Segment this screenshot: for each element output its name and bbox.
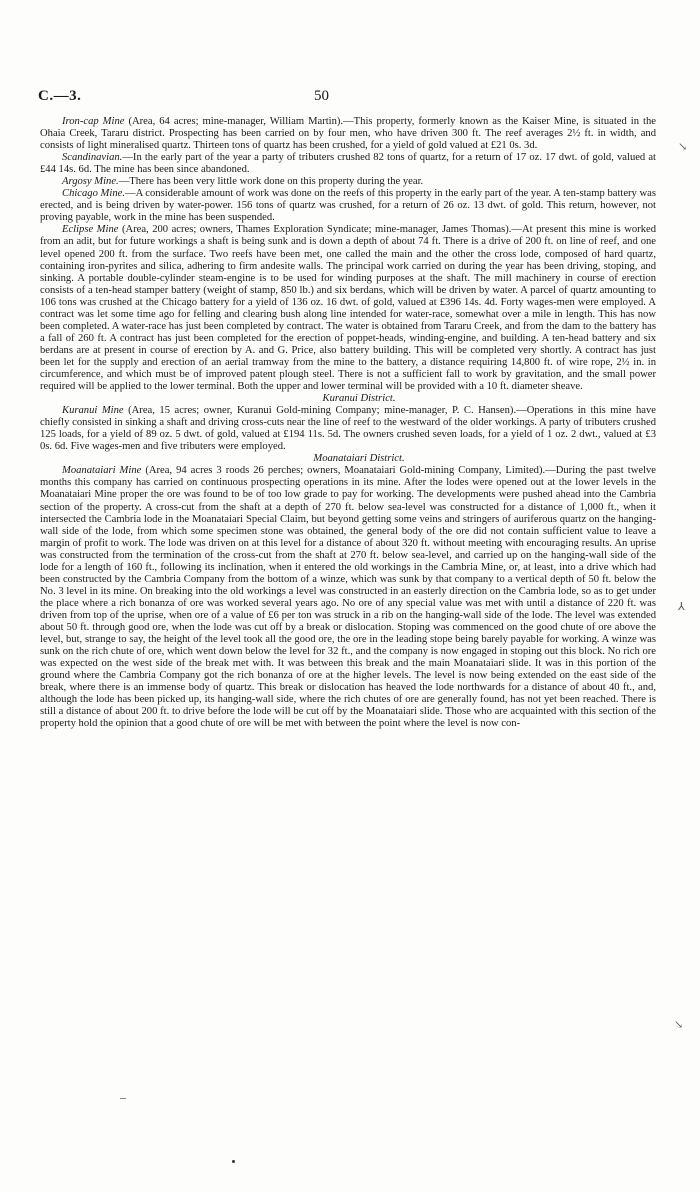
paragraph-scandinavian [40,152,656,176]
margin-mark: ↘ [678,141,688,153]
mine-title: Argosy Mine. [62,176,119,188]
paragraph-kuranui-mine [40,405,656,453]
paragraph-moanataiari-mine [40,465,656,730]
page-number: 50 [314,88,329,104]
paragraph-text: (Area, 94 acres 3 roods 26 perches; owners, Moanataiari Gold-mining Company, Limited).—During the past twelve months this company has carried on continuous prospecting operations in its mine. After the lodes were opened out at the lower levels in the Moanataiari Mine proper the ore was found to be of too low grade to pay for working. The developments were pushed ahead into the Cambria section of the property. A cross-cut from the shaft at a depth of 270 ft. below sea-level was constructed for a distance of 1,000 ft., when it intersected the Cambria lode in the Moanataiari Special Claim, but beyond getting some veins and stringers of auriferous quartz on the hanging-wall side of the lode, from which some specimen stone was obtained, the general body of the ore did not contain sufficient value to leave a margin of profit to work. The lode was driven on at this level for a distance of about 320 ft. without meeting with encouraging results. An uprise was constructed from the termination of the cross-cut from the shaft at 270 ft. below sea-level, and carried up on the hanging-wall side of the lode for a length of 160 ft., following its inclination, when it entered the old workings in the Cambria Mine, or, at least, into a drive which had been constructed by the Cambria Company from the bottom of a winze, which was sunk by that company to a vertical depth of 50 ft. below the No. 3 level in its mine. On breaking into the old workings a level was constructed in an easterly direction on the Cambria lode, so as to get under the place where a rich bonanza of ore was worked several years ago. No ore of any special value was met with until a distance of 220 ft. was driven from top of the uprise, when ore of a value of £6 per ton was struck in a rib on the hanging-wall side of the lode. The level was extended about 50 ft. through good ore, when the lode was cut off by a break or dislocation. Stoping was commenced on the good chute of ore above the level, but, strange to say, the height of the level took all the good ore, the ore in the leading stope being barely payable for working. A winze was sunk on the rich chute of ore, which went down below the level for 32 ft., and the company is now engaged in stoping out this block. No rich ore was expected on the west side of the break met with. It was between this break and the main Moanataiari slide. It was in this portion of the ground where the Cambria Company got the rich bonanza of ore at the higher levels. The level is now being extended on the east side of the break, where there is an immense body of quartz. This break or dislocation has heaved the lode northwards for a distance of about 40 ft., and, although the lode has been picked up, its hanging-wall side, where the rich chutes of ore are generally found, has not yet been reached. There is still a distance of about 200 ft. to drive before the lode will be cut off by the Moanataiari slide. Those who are acquainted with this section of the property hold the opinion that a good chute of ore will be met with between the point where the level is now con- [40,465,656,730]
paragraph-text: (Area, 15 acres; owner, Kuranui Gold-mining Company; mine-manager, P. C. Hansen).—Operations in this mine have chiefly consisted in sinking a shaft and driving cross-cuts near the line of reef to the westward of the older workings. A party of tributers crushed 125 loads, for a yield of 89 oz. 5 dwt. of gold, valued at £194 11s. 5d. The owners crushed seven loads, for a yield of 1 oz. 2 dwt., valued at £3 0s. 6d. Five wages-men and five tributers were employed. [40,405,656,453]
mine-title: Iron-cap Mine [62,116,125,127]
district-heading-moanataiari: Moanataiari District. [313,453,405,465]
paragraph-text: —A considerable amount of work was done on the reefs of this property in the early part of the year. A ten-stamp battery was erected, and is being driven by water-power. 156 tons of quartz was crushed, for a return of 26 oz. 13 dwt. of gold. This return, however, not proving payable, work in the mine has been suspended. [40,188,656,224]
margin-mark [120,1098,126,1099]
page-header [38,88,658,108]
report-code: C.—3. [38,88,82,104]
paragraph-eclipse-mine [40,224,656,393]
mine-title: Kuranui Mine [62,405,124,417]
paragraph-text: (Area, 64 acres; mine-manager, William Martin).—This property, formerly known as the Kaiser Mine, is situated in the Ohaia Creek, Tararu district. Prospecting has been carried on by four men, who have driven 300 ft. The reef averages 2½ ft. in width, and consists of light mineralised quartz. Thirteen tons of quartz has been crushed, for a yield of gold valued at £21 0s. 3d. [40,116,656,152]
mine-title: Scandinavian. [62,152,123,164]
mine-title: Eclipse Mine [62,224,119,236]
paragraph-text: —There has been very little work done on this property during the year. [118,176,424,188]
margin-mark: ⅄ [678,601,685,613]
district-heading-kuranui: Kuranui District. [322,393,396,405]
paragraph-argosy-mine [40,176,656,188]
paragraph-chicago-mine [40,188,656,224]
paragraph-iron-cap-mine [40,116,656,152]
margin-mark: ↘ [674,1019,684,1031]
paragraph-text: —In the early part of the year a party of tributers crushed 82 tons of quartz, for a return of 17 oz. 17 dwt. of gold, valued at £44 14s. 6d. The mine has been since abandoned. [40,152,656,176]
paragraph-text: (Area, 200 acres; owners, Thames Exploration Syndicate; mine-manager, James Thomas).—At present this mine is worked from an adit, but for future workings a shaft is being sunk and is down a depth of about 74 ft. There is a drive of 200 ft. on line of reef, and one level opened 200 ft. from the surface. Two reefs have been met, one called the main and the other the cross lode, composed of hard quartz, containing iron-pyrites and silica, adhering to firm andesite walls. The principal work carried on during the year has been driving, stoping, and sinking. A portable double-cylinder steam-engine is to be used for winding purposes at the shaft. The mill machinery in course of erection consists of a ten-head stamper battery (weight of stamp, 850 lb.) and six berdans, which will be driven by water. A parcel of quartz amounting to 106 tons was crushed at the Chicago battery for a yield of 136 oz. 16 dwt. of gold, valued at £396 14s. 4d. Forty wages-men were employed. A contract was let some time ago for felling and clearing bush along line intended for water-race, somewhat over a mile in length. This has now been completed. A water-race has just been completed by contract. The water is obtained from Tararu Creek, and from the dam to the battery has a fall of 260 ft. A contract has just been completed for the erection of poppet-heads, winding-engine, and building. A ten-head battery and six berdans are at present in course of erection by A. and G. Price, also battery building. This will be completed very shortly. A contract has just been let for the supply and erection of an aerial tramway from the mine to the battery, a distance requiring 14,800 ft. of wire rope, 2½ in. in circumference, and which must be of improved patent plough steel. There is not a sufficient fall to work by gravitation, and the small power required will be applied to the lower terminal. Both the upper and lower terminal will be provided with a 10 ft. diameter sheave. [40,224,656,393]
mine-title: Moanataiari Mine [62,465,142,477]
ink-speck [232,1160,235,1163]
report-body [40,116,656,730]
mine-title: Chicago Mine. [62,188,125,200]
